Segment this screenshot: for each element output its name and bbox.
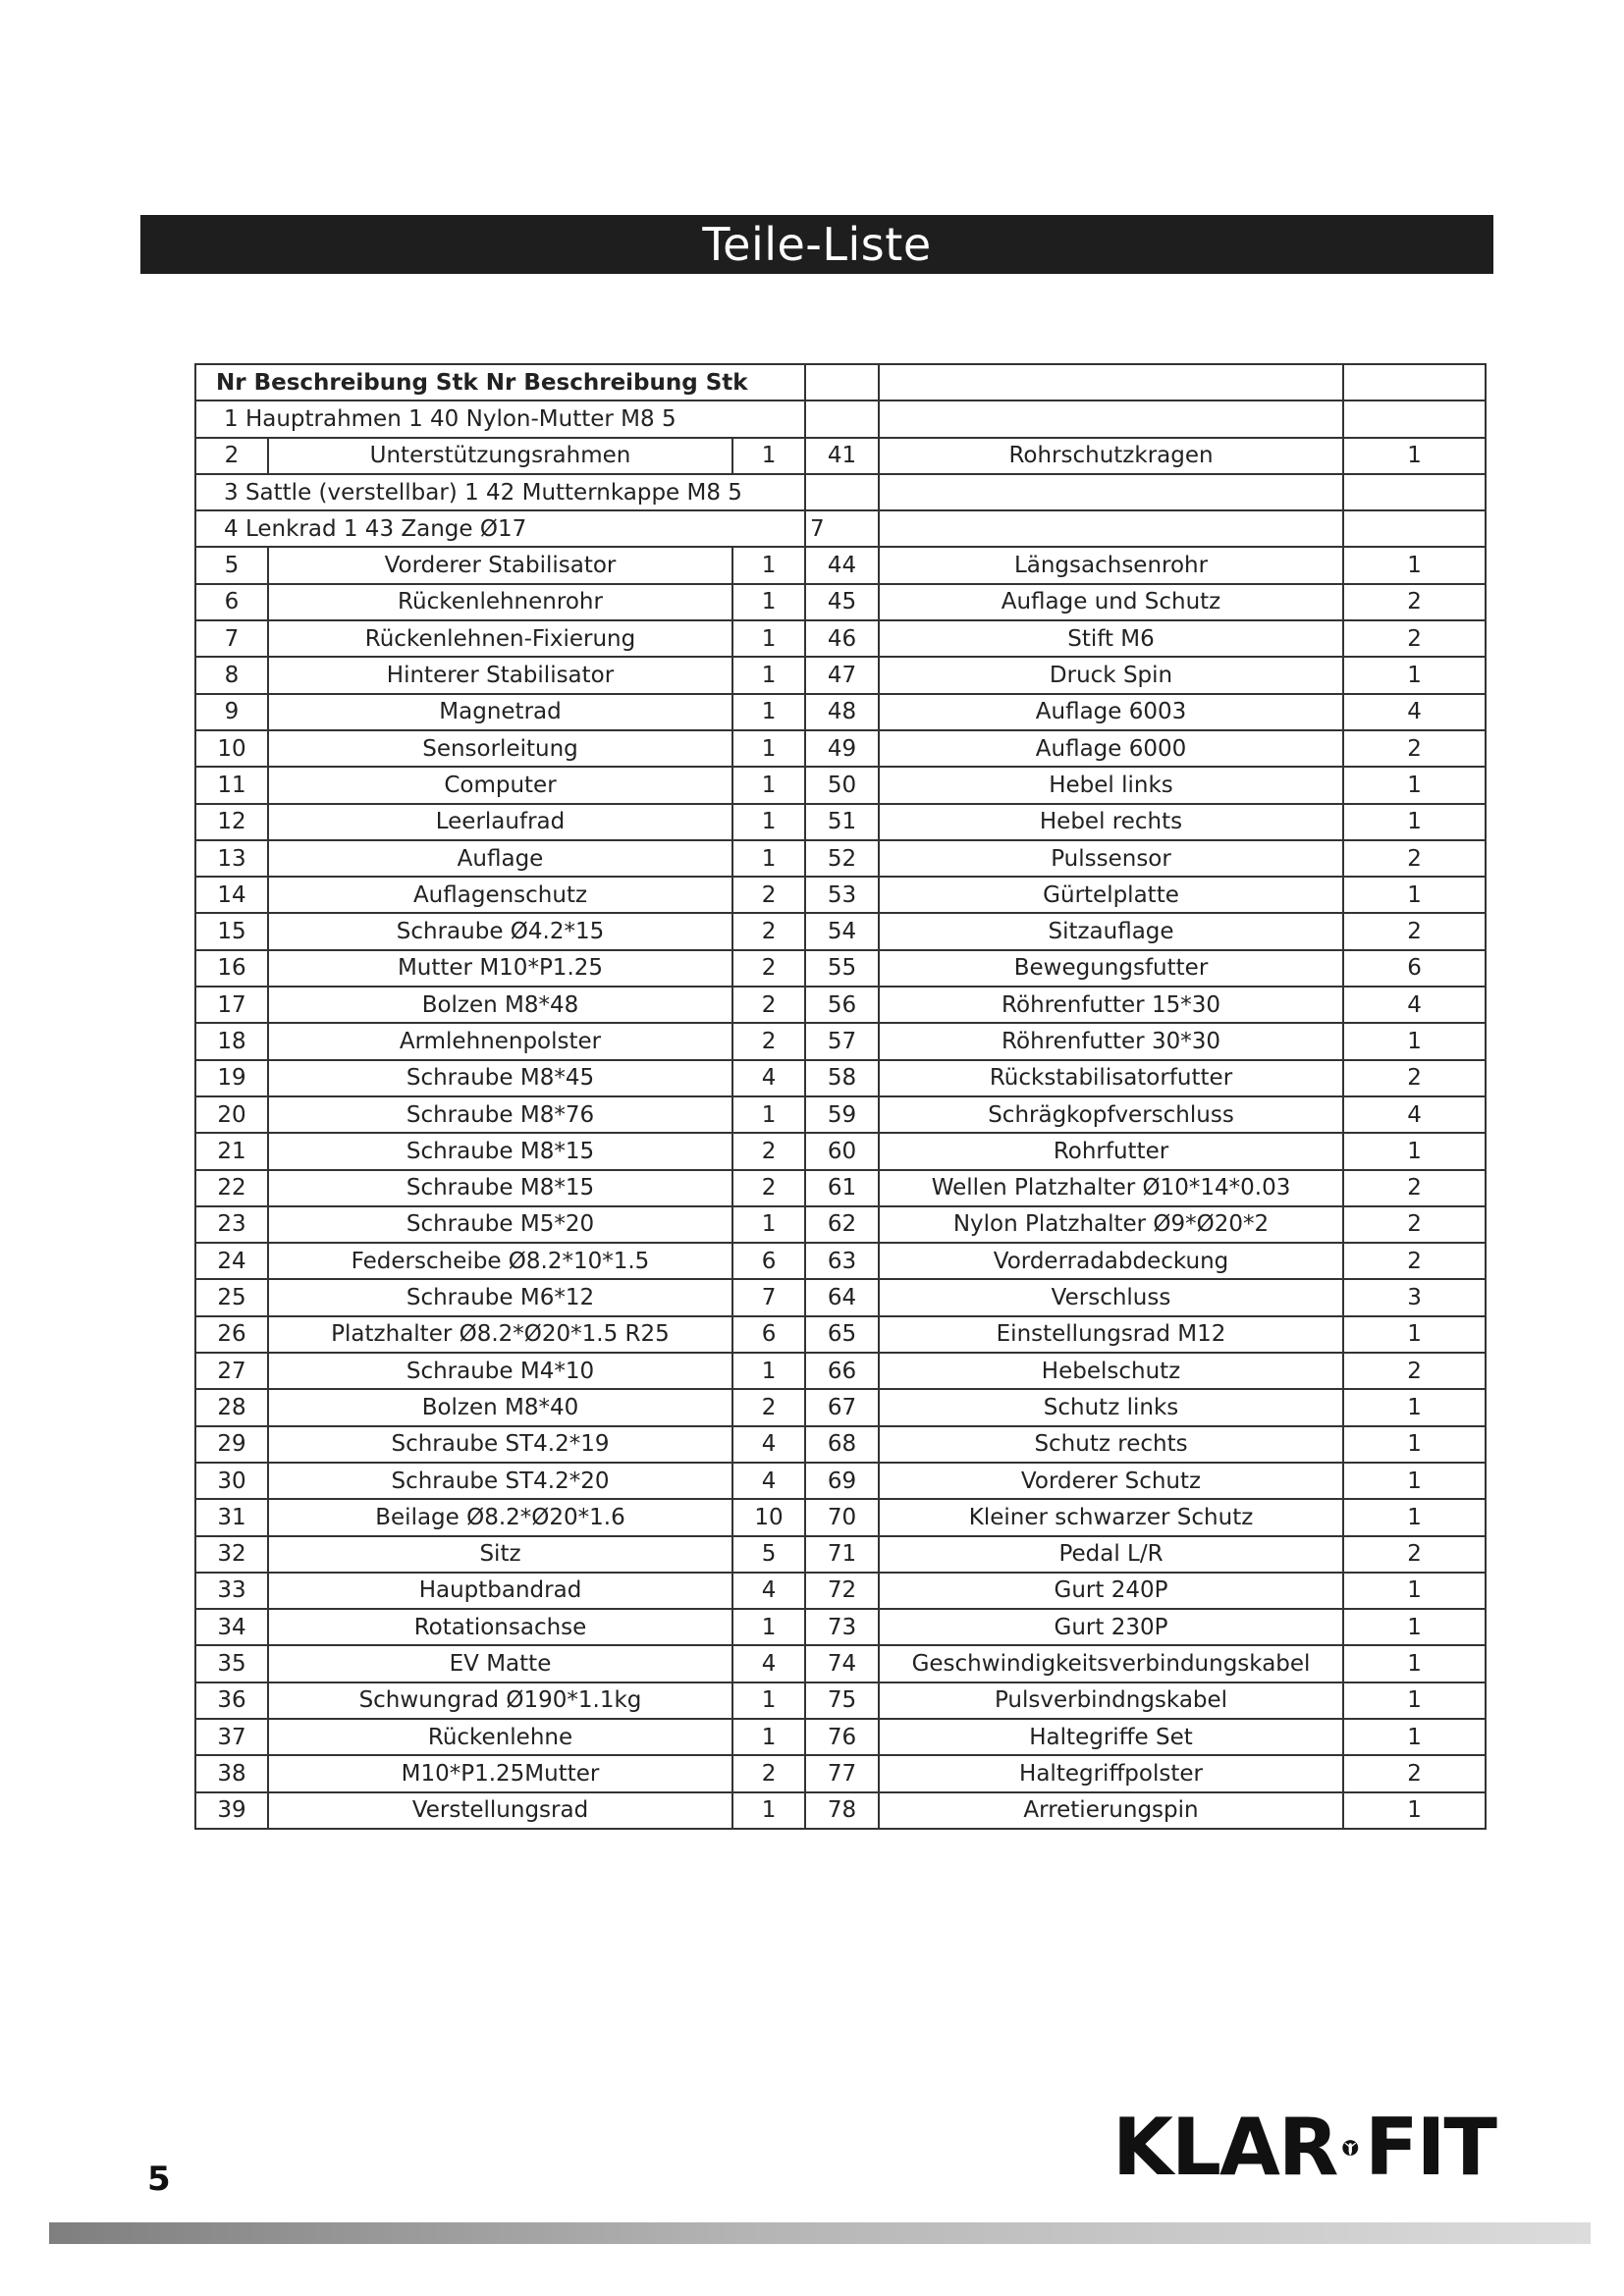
part-number: 31 (195, 1499, 268, 1535)
table-row (195, 913, 1486, 949)
part-description: Schraube M8*15 (268, 1170, 732, 1206)
part-description: Vorderer Stabilisator (268, 547, 732, 583)
part-description-2: Wellen Platzhalter Ø10*14*0.03 (879, 1170, 1343, 1206)
part-number: 2 (195, 438, 268, 474)
part-number: 8 (195, 657, 268, 693)
part-number-2: 51 (805, 804, 879, 840)
table-row (195, 1755, 1486, 1791)
part-description-2: Röhrenfutter 15*30 (879, 987, 1343, 1023)
part-number-2: 47 (805, 657, 879, 693)
part-description: Schraube M8*76 (268, 1096, 732, 1133)
part-quantity: 2 (732, 1170, 805, 1206)
part-description-2: Bewegungsfutter (879, 950, 1343, 987)
table-header-row (195, 364, 1486, 400)
part-quantity: 2 (732, 913, 805, 949)
part-number: 7 (195, 620, 268, 657)
part-number: 38 (195, 1755, 268, 1791)
part-quantity: 1 (732, 1206, 805, 1243)
table-row (195, 1243, 1486, 1279)
part-description-2: Hebel links (879, 767, 1343, 803)
table-row (195, 1170, 1486, 1206)
part-quantity: 1 (732, 1682, 805, 1719)
part-description: Schraube M5*20 (268, 1206, 732, 1243)
part-number-2: 68 (805, 1426, 879, 1463)
part-description: Auflagenschutz (268, 877, 732, 913)
part-quantity: 1 (732, 657, 805, 693)
part-number: 22 (195, 1170, 268, 1206)
part-number: 14 (195, 877, 268, 913)
part-quantity: 1 (732, 1609, 805, 1645)
table-row (195, 1389, 1486, 1425)
part-number-2: 48 (805, 694, 879, 730)
table-row (195, 1682, 1486, 1719)
part-quantity: 1 (732, 620, 805, 657)
part-number: 28 (195, 1389, 268, 1425)
part-quantity-2: 1 (1343, 767, 1486, 803)
part-description-2: Auflage 6003 (879, 694, 1343, 730)
part-number-2: 63 (805, 1243, 879, 1279)
part-description: Platzhalter Ø8.2*Ø20*1.5 R25 (268, 1316, 732, 1353)
part-description: Magnetrad (268, 694, 732, 730)
part-quantity-2: 1 (1343, 877, 1486, 913)
part-quantity-2: 2 (1343, 1243, 1486, 1279)
part-quantity-2: 2 (1343, 1060, 1486, 1096)
part-quantity-2: 2 (1343, 1353, 1486, 1389)
part-quantity-2: 2 (1343, 1170, 1486, 1206)
part-number-2: 73 (805, 1609, 879, 1645)
part-number-2: 56 (805, 987, 879, 1023)
merged-extra-quantity: 7 (805, 510, 879, 547)
part-number-2: 74 (805, 1645, 879, 1682)
part-quantity-2: 4 (1343, 1096, 1486, 1133)
part-quantity: 1 (732, 1353, 805, 1389)
part-number: 15 (195, 913, 268, 949)
empty-cell (879, 474, 1343, 510)
part-description: Rückenlehnenrohr (268, 584, 732, 620)
part-description: Schraube ST4.2*19 (268, 1426, 732, 1463)
part-quantity: 1 (732, 1096, 805, 1133)
part-quantity: 6 (732, 1316, 805, 1353)
part-number: 35 (195, 1645, 268, 1682)
part-description: Sitz (268, 1536, 732, 1573)
empty-cell (1343, 510, 1486, 547)
table-row-merged (195, 474, 1486, 510)
logo-text-right: FIT (1365, 2102, 1495, 2193)
part-number-2: 55 (805, 950, 879, 987)
empty-cell (1343, 364, 1486, 400)
part-quantity-2: 2 (1343, 730, 1486, 767)
table-row (195, 950, 1486, 987)
part-quantity: 1 (732, 767, 805, 803)
part-number: 33 (195, 1573, 268, 1609)
part-quantity: 1 (732, 1719, 805, 1755)
part-number-2: 77 (805, 1755, 879, 1791)
part-quantity: 4 (732, 1060, 805, 1096)
part-quantity-2: 1 (1343, 1645, 1486, 1682)
part-description-2: Kleiner schwarzer Schutz (879, 1499, 1343, 1535)
athlete-emblem-icon (1342, 2106, 1359, 2190)
part-quantity: 1 (732, 730, 805, 767)
part-number-2: 45 (805, 584, 879, 620)
part-quantity-2: 1 (1343, 1389, 1486, 1425)
table-row (195, 1499, 1486, 1535)
empty-cell (879, 364, 1343, 400)
part-quantity: 4 (732, 1426, 805, 1463)
part-quantity: 2 (732, 1755, 805, 1791)
part-quantity: 2 (732, 1023, 805, 1059)
part-quantity-2: 1 (1343, 1426, 1486, 1463)
part-quantity: 4 (732, 1573, 805, 1609)
part-description-2: Auflage und Schutz (879, 584, 1343, 620)
empty-cell (805, 364, 879, 400)
part-number-2: 49 (805, 730, 879, 767)
part-quantity-2: 2 (1343, 1206, 1486, 1243)
part-description-2: Vorderer Schutz (879, 1463, 1343, 1499)
table-row (195, 1133, 1486, 1169)
part-description: M10*P1.25Mutter (268, 1755, 732, 1791)
part-quantity: 1 (732, 584, 805, 620)
part-description: Leerlaufrad (268, 804, 732, 840)
part-number: 12 (195, 804, 268, 840)
part-number-2: 46 (805, 620, 879, 657)
part-quantity-2: 1 (1343, 657, 1486, 693)
merged-text: Nr Beschreibung Stk Nr Beschreibung Stk (216, 369, 748, 396)
table-row (195, 584, 1486, 620)
table-row (195, 1536, 1486, 1573)
part-quantity: 6 (732, 1243, 805, 1279)
part-number-2: 58 (805, 1060, 879, 1096)
part-description-2: Arretierungspin (879, 1792, 1343, 1829)
part-description-2: Gürtelplatte (879, 877, 1343, 913)
part-quantity-2: 1 (1343, 1316, 1486, 1353)
part-description: Mutter M10*P1.25 (268, 950, 732, 987)
table-row-merged (195, 400, 1486, 437)
part-number-2: 61 (805, 1170, 879, 1206)
part-quantity-2: 2 (1343, 584, 1486, 620)
part-description: EV Matte (268, 1645, 732, 1682)
logo-text-left: KLAR (1112, 2102, 1337, 2193)
part-description: Schraube ST4.2*20 (268, 1463, 732, 1499)
part-number-2: 71 (805, 1536, 879, 1573)
part-description-2: Haltegriffe Set (879, 1719, 1343, 1755)
part-description: Sensorleitung (268, 730, 732, 767)
part-description: Hinterer Stabilisator (268, 657, 732, 693)
part-description: Schraube M8*45 (268, 1060, 732, 1096)
part-quantity: 7 (732, 1279, 805, 1315)
part-quantity-2: 4 (1343, 987, 1486, 1023)
part-number-2: 70 (805, 1499, 879, 1535)
part-quantity-2: 1 (1343, 1023, 1486, 1059)
part-quantity-2: 1 (1343, 1463, 1486, 1499)
part-number-2: 78 (805, 1792, 879, 1829)
part-number-2: 44 (805, 547, 879, 583)
empty-cell (805, 400, 879, 437)
part-description-2: Nylon Platzhalter Ø9*Ø20*2 (879, 1206, 1343, 1243)
part-number: 26 (195, 1316, 268, 1353)
part-quantity: 10 (732, 1499, 805, 1535)
part-description-2: Längsachsenrohr (879, 547, 1343, 583)
part-quantity-2: 2 (1343, 1536, 1486, 1573)
table-row (195, 1206, 1486, 1243)
part-quantity-2: 1 (1343, 1573, 1486, 1609)
table-row (195, 987, 1486, 1023)
table-row (195, 1023, 1486, 1059)
part-number-2: 64 (805, 1279, 879, 1315)
part-description-2: Rohrfutter (879, 1133, 1343, 1169)
part-number-2: 41 (805, 438, 879, 474)
part-quantity: 2 (732, 877, 805, 913)
table-row (195, 1316, 1486, 1353)
table-row (195, 1353, 1486, 1389)
part-number: 24 (195, 1243, 268, 1279)
merged-text: 3 Sattle (verstellbar) 1 42 Mutternkappe M8 5 (224, 479, 742, 506)
part-description-2: Hebelschutz (879, 1353, 1343, 1389)
part-number-2: 76 (805, 1719, 879, 1755)
part-description-2: Röhrenfutter 30*30 (879, 1023, 1343, 1059)
empty-cell (1343, 400, 1486, 437)
part-number-2: 59 (805, 1096, 879, 1133)
table-row (195, 1096, 1486, 1133)
part-description-2: Hebel rechts (879, 804, 1343, 840)
empty-cell (1343, 474, 1486, 510)
part-description-2: Verschluss (879, 1279, 1343, 1315)
part-description: Hauptbandrad (268, 1573, 732, 1609)
table-row (195, 547, 1486, 583)
table-row (195, 1719, 1486, 1755)
part-description: Schraube Ø4.2*15 (268, 913, 732, 949)
part-description-2: Gurt 240P (879, 1573, 1343, 1609)
table-row (195, 730, 1486, 767)
part-description-2: Einstellungsrad M12 (879, 1316, 1343, 1353)
part-number: 5 (195, 547, 268, 583)
part-quantity: 4 (732, 1463, 805, 1499)
page-number: 5 (147, 2160, 171, 2199)
part-description-2: Haltegriffpolster (879, 1755, 1343, 1791)
table-row (195, 620, 1486, 657)
parts-table (194, 363, 1487, 1830)
part-number-2: 54 (805, 913, 879, 949)
table-row (195, 804, 1486, 840)
empty-cell (879, 510, 1343, 547)
table-row (195, 1060, 1486, 1096)
table-row (195, 1792, 1486, 1829)
part-quantity-2: 4 (1343, 694, 1486, 730)
part-number: 25 (195, 1279, 268, 1315)
part-number: 16 (195, 950, 268, 987)
part-description: Bolzen M8*40 (268, 1389, 732, 1425)
part-number: 20 (195, 1096, 268, 1133)
part-quantity-2: 1 (1343, 1499, 1486, 1535)
table-row (195, 1463, 1486, 1499)
footer-gradient-bar (49, 2222, 1591, 2244)
part-description-2: Rohrschutzkragen (879, 438, 1343, 474)
part-quantity: 1 (732, 840, 805, 877)
part-description-2: Schutz links (879, 1389, 1343, 1425)
part-number: 21 (195, 1133, 268, 1169)
merged-text: 4 Lenkrad 1 43 Zange Ø17 (224, 515, 527, 542)
part-quantity: 1 (732, 1792, 805, 1829)
merged-row-text (195, 474, 805, 510)
part-number: 29 (195, 1426, 268, 1463)
part-number: 30 (195, 1463, 268, 1499)
part-number: 27 (195, 1353, 268, 1389)
part-quantity: 5 (732, 1536, 805, 1573)
part-description-2: Gurt 230P (879, 1609, 1343, 1645)
part-quantity: 1 (732, 547, 805, 583)
part-description-2: Sitzauflage (879, 913, 1343, 949)
part-quantity: 1 (732, 694, 805, 730)
table-row (195, 1279, 1486, 1315)
part-number: 32 (195, 1536, 268, 1573)
part-quantity-2: 1 (1343, 1609, 1486, 1645)
part-description: Schraube M4*10 (268, 1353, 732, 1389)
part-number: 34 (195, 1609, 268, 1645)
part-quantity-2: 1 (1343, 1133, 1486, 1169)
part-description-2: Schutz rechts (879, 1426, 1343, 1463)
part-description-2: Pulssensor (879, 840, 1343, 877)
part-number: 10 (195, 730, 268, 767)
part-quantity-2: 1 (1343, 804, 1486, 840)
part-number: 13 (195, 840, 268, 877)
part-number: 6 (195, 584, 268, 620)
merged-row-text (195, 400, 805, 437)
part-quantity-2: 2 (1343, 1755, 1486, 1791)
table-row (195, 1645, 1486, 1682)
part-number-2: 52 (805, 840, 879, 877)
part-description: Rückenlehnen-Fixierung (268, 620, 732, 657)
merged-text: 1 Hauptrahmen 1 40 Nylon-Mutter M8 5 (224, 405, 677, 432)
part-number: 9 (195, 694, 268, 730)
part-quantity: 2 (732, 1389, 805, 1425)
part-description-2: Schrägkopfverschluss (879, 1096, 1343, 1133)
part-description: Armlehnenpolster (268, 1023, 732, 1059)
part-quantity: 1 (732, 438, 805, 474)
part-quantity: 2 (732, 987, 805, 1023)
part-number-2: 66 (805, 1353, 879, 1389)
part-description: Federscheibe Ø8.2*10*1.5 (268, 1243, 732, 1279)
part-description: Computer (268, 767, 732, 803)
part-number-2: 72 (805, 1573, 879, 1609)
part-number: 36 (195, 1682, 268, 1719)
part-description: Beilage Ø8.2*Ø20*1.6 (268, 1499, 732, 1535)
merged-row-text (195, 510, 805, 547)
page-title: Teile-Liste (702, 218, 932, 271)
header-text (195, 364, 805, 400)
table-row (195, 877, 1486, 913)
part-number-2: 75 (805, 1682, 879, 1719)
part-number: 17 (195, 987, 268, 1023)
page-title-bar (140, 215, 1493, 274)
empty-cell (879, 400, 1343, 437)
part-number-2: 67 (805, 1389, 879, 1425)
part-quantity-2: 2 (1343, 840, 1486, 877)
part-number-2: 60 (805, 1133, 879, 1169)
part-description: Rotationsachse (268, 1609, 732, 1645)
table-row (195, 438, 1486, 474)
empty-cell (805, 474, 879, 510)
part-quantity: 2 (732, 950, 805, 987)
part-quantity-2: 2 (1343, 913, 1486, 949)
part-description: Bolzen M8*48 (268, 987, 732, 1023)
part-description-2: Rückstabilisatorfutter (879, 1060, 1343, 1096)
part-quantity-2: 1 (1343, 1792, 1486, 1829)
part-quantity: 1 (732, 804, 805, 840)
part-number-2: 62 (805, 1206, 879, 1243)
part-number: 37 (195, 1719, 268, 1755)
part-description-2: Druck Spin (879, 657, 1343, 693)
part-description: Schraube M8*15 (268, 1133, 732, 1169)
part-description-2: Pulsverbindngskabel (879, 1682, 1343, 1719)
part-quantity: 2 (732, 1133, 805, 1169)
table-row (195, 1573, 1486, 1609)
part-number: 19 (195, 1060, 268, 1096)
part-quantity-2: 1 (1343, 1682, 1486, 1719)
part-number-2: 65 (805, 1316, 879, 1353)
part-number-2: 53 (805, 877, 879, 913)
part-description-2: Auflage 6000 (879, 730, 1343, 767)
part-description: Verstellungsrad (268, 1792, 732, 1829)
part-quantity: 4 (732, 1645, 805, 1682)
part-quantity-2: 1 (1343, 547, 1486, 583)
part-number: 23 (195, 1206, 268, 1243)
part-number-2: 57 (805, 1023, 879, 1059)
part-number: 11 (195, 767, 268, 803)
table-row-merged (195, 510, 1486, 547)
table-row (195, 1426, 1486, 1463)
part-number-2: 69 (805, 1463, 879, 1499)
part-description: Rückenlehne (268, 1719, 732, 1755)
part-description-2: Stift M6 (879, 620, 1343, 657)
table-row (195, 767, 1486, 803)
table-row (195, 840, 1486, 877)
table-row (195, 657, 1486, 693)
part-quantity-2: 3 (1343, 1279, 1486, 1315)
part-description-2: Vorderradabdeckung (879, 1243, 1343, 1279)
table-row (195, 694, 1486, 730)
brand-logo (1112, 2101, 1495, 2194)
part-description-2: Pedal L/R (879, 1536, 1343, 1573)
part-quantity-2: 6 (1343, 950, 1486, 987)
part-number: 18 (195, 1023, 268, 1059)
part-description: Schwungrad Ø190*1.1kg (268, 1682, 732, 1719)
part-quantity-2: 1 (1343, 1719, 1486, 1755)
table-row (195, 1609, 1486, 1645)
part-description: Schraube M6*12 (268, 1279, 732, 1315)
part-description: Auflage (268, 840, 732, 877)
part-quantity-2: 2 (1343, 620, 1486, 657)
part-description-2: Geschwindigkeitsverbindungskabel (879, 1645, 1343, 1682)
part-description: Unterstützungsrahmen (268, 438, 732, 474)
part-number: 39 (195, 1792, 268, 1829)
part-quantity-2: 1 (1343, 438, 1486, 474)
part-number-2: 50 (805, 767, 879, 803)
